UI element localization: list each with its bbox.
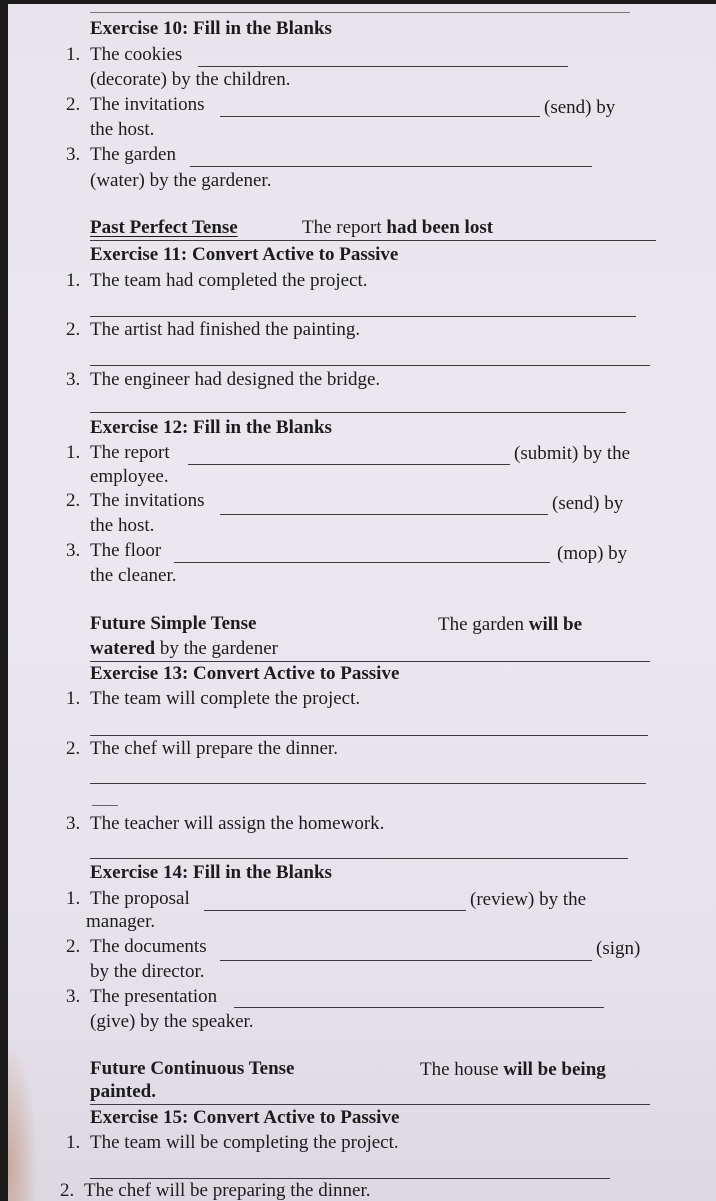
ex10-item-2-blank[interactable] (220, 116, 540, 117)
exercise-14-title: Exercise 14: Fill in the Blanks (90, 862, 332, 883)
ex11-item-3-number: 3. (66, 369, 81, 390)
ex12-item-3-post: (mop) by (557, 543, 628, 564)
ex11-item-1-sentence: The team had completed the project. (90, 270, 368, 291)
ex12-item-2-number: 2. (66, 490, 81, 511)
future-simple-cont-rest: by the gardener (155, 638, 278, 659)
ex12-item-1-number: 1. (66, 442, 81, 463)
ex10-item-3-continuation: (water) by the gardener. (90, 170, 272, 191)
future-simple-rule (90, 661, 650, 662)
ex12-item-2-post: (send) by (552, 493, 624, 514)
finger-shadow (8, 1041, 38, 1201)
ex11-item-2-answer-line[interactable] (90, 365, 650, 366)
ex13-item-1-answer-line[interactable] (90, 735, 648, 736)
ex14-item-2-number: 2. (66, 936, 81, 957)
ex10-item-1-text: The cookies (90, 44, 183, 65)
ex13-item-1-sentence: The team will complete the project. (90, 688, 361, 709)
ex14-item-1-text: The proposal (90, 888, 190, 909)
past-perfect-rule (90, 240, 656, 241)
exercise-10-title: Exercise 10: Fill in the Blanks (90, 18, 332, 39)
ex12-item-3-text: The floor (90, 540, 162, 561)
ex12-item-3-continuation: the cleaner. (90, 565, 177, 586)
exercise-15-title: Exercise 15: Convert Active to Passive (90, 1107, 400, 1128)
ex15-item-1-sentence: The team will be completing the project. (90, 1132, 399, 1153)
ex14-item-3-blank[interactable] (234, 1007, 604, 1008)
future-simple-example (438, 614, 582, 636)
ex13-item-2-answer-line[interactable] (90, 783, 646, 784)
ex14-item-1-number: 1. (66, 888, 81, 909)
future-continuous-rule (90, 1104, 650, 1105)
ex11-item-2-number: 2. (66, 319, 81, 340)
ex15-item-1-answer-line[interactable] (90, 1178, 610, 1179)
ex12-item-3-number: 3. (66, 540, 81, 561)
past-perfect-example (302, 217, 493, 239)
ex11-item-3-answer-line[interactable] (90, 412, 626, 413)
ex11-item-2-sentence: The artist had finished the painting. (90, 319, 361, 340)
ex13-item-3-sentence: The teacher will assign the homework. (90, 813, 385, 834)
future-continuous-example (420, 1059, 606, 1081)
ex14-item-3-continuation: (give) by the speaker. (90, 1011, 254, 1032)
ex14-item-3-text: The presentation (90, 986, 218, 1007)
ex12-item-1-post: (submit) by the (514, 443, 631, 464)
ex13-item-2-number: 2. (66, 738, 81, 759)
ex13-item-3-number: 3. (66, 813, 81, 834)
ex12-item-1-continuation: employee. (90, 466, 169, 487)
ex14-item-2-post: (sign) (596, 938, 641, 959)
past-perfect-example-emphasis: had been lost (386, 217, 494, 238)
ex10-item-1-blank[interactable] (198, 66, 568, 67)
exercise-12-title: Exercise 12: Fill in the Blanks (90, 417, 332, 438)
ex10-item-3-text: The garden (90, 144, 176, 165)
worksheet-page (8, 4, 716, 1201)
ex10-item-1-continuation: (decorate) by the children. (90, 69, 291, 90)
ex10-item-2-text: The invitations (90, 94, 205, 115)
future-continuous-example-text: The house (420, 1059, 504, 1080)
ex14-item-3-number: 3. (66, 986, 81, 1007)
future-continuous-example-continuation: painted. (90, 1081, 156, 1102)
ex10-item-2-number: 2. (66, 94, 81, 115)
ex12-item-2-blank[interactable] (220, 514, 548, 515)
ex10-item-2-post: (send) by (544, 97, 616, 118)
ex13-stray-mark (92, 805, 118, 806)
future-simple-example-text: The garden (438, 614, 529, 635)
past-perfect-example-text: The report (302, 217, 387, 238)
ex14-item-2-continuation: by the director. (90, 961, 205, 982)
ex15-item-2-number: 2. (60, 1180, 75, 1201)
ex12-item-1-text: The report (90, 442, 170, 463)
ex15-item-1-number: 1. (66, 1132, 81, 1153)
ex12-item-1-blank[interactable] (188, 464, 510, 465)
ex14-item-1-post: (review) by the (470, 889, 587, 910)
future-simple-tense-label: Future Simple Tense (90, 613, 257, 634)
exercise-11-title: Exercise 11: Convert Active to Passive (90, 244, 399, 265)
ex12-item-2-text: The invitations (90, 490, 205, 511)
future-simple-example-continuation (90, 638, 278, 660)
ex11-item-1-number: 1. (66, 270, 81, 291)
ex11-item-1-answer-line[interactable] (90, 316, 636, 317)
future-simple-cont-verb: watered (90, 638, 156, 659)
ex11-item-3-sentence: The engineer had designed the bridge. (90, 369, 381, 390)
ex13-item-1-number: 1. (66, 688, 81, 709)
ex14-item-2-text: The documents (90, 936, 207, 957)
ex10-item-2-continuation: the host. (90, 119, 155, 140)
ex15-item-2-sentence: The chef will be preparing the dinner. (84, 1180, 371, 1201)
past-perfect-tense-label: Past Perfect Tense (90, 217, 238, 238)
ex14-item-2-blank[interactable] (220, 960, 592, 961)
ex12-item-2-continuation: the host. (90, 515, 155, 536)
top-rule (90, 12, 630, 13)
ex12-item-3-blank[interactable] (174, 562, 550, 563)
ex10-item-3-blank[interactable] (190, 166, 592, 167)
ex10-item-1-number: 1. (66, 44, 81, 65)
ex13-item-3-answer-line[interactable] (90, 858, 628, 859)
future-continuous-tense-label: Future Continuous Tense (90, 1058, 295, 1079)
ex10-item-3-number: 3. (66, 144, 81, 165)
ex14-item-1-blank[interactable] (204, 910, 466, 911)
exercise-13-title: Exercise 13: Convert Active to Passive (90, 663, 400, 684)
future-continuous-example-emphasis: will be being (503, 1059, 606, 1080)
future-simple-example-emphasis: will be (528, 614, 583, 635)
ex14-item-1-continuation: manager. (86, 911, 156, 932)
ex13-item-2-sentence: The chef will prepare the dinner. (90, 738, 338, 759)
